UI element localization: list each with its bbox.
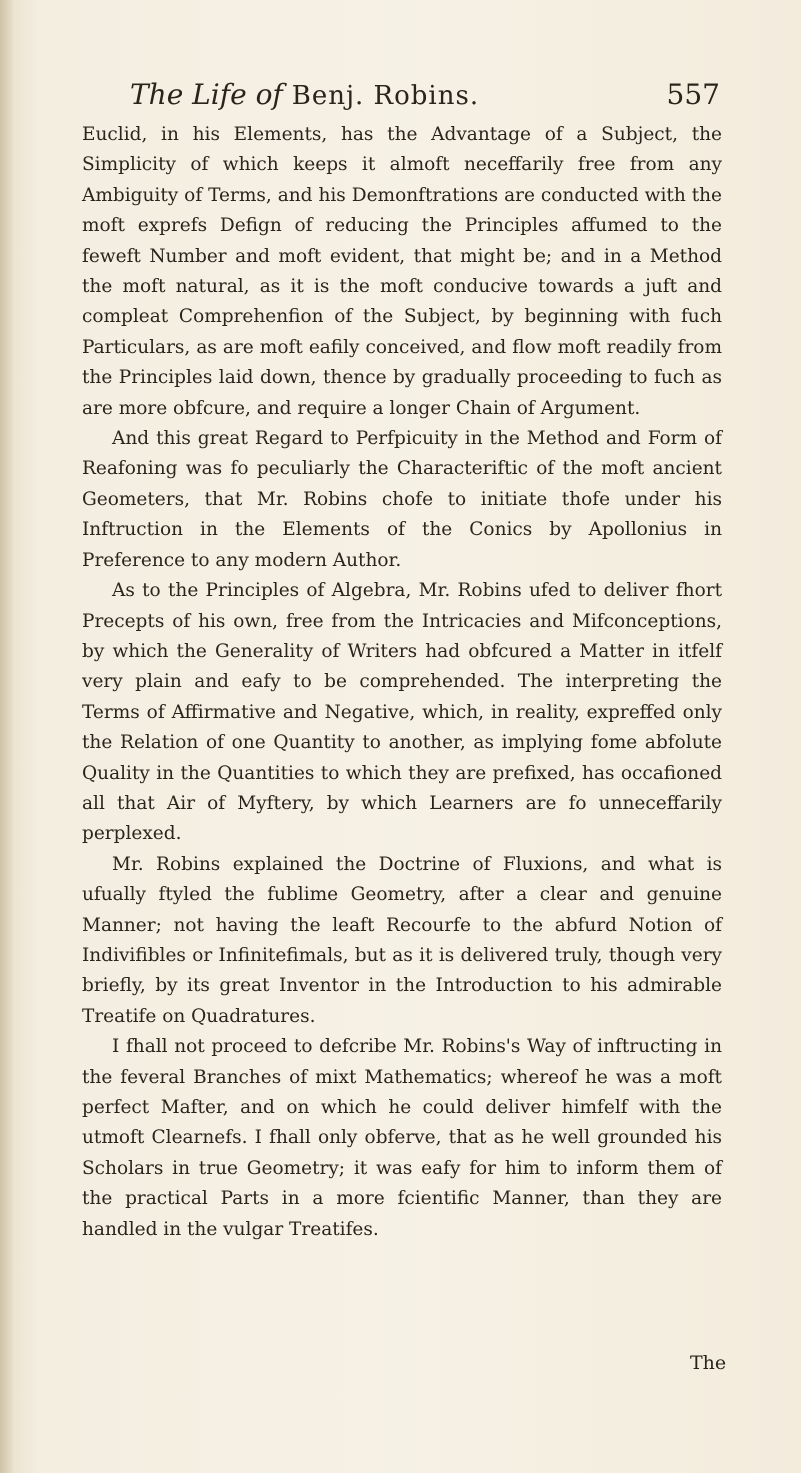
body-text	[82, 120, 722, 1245]
header-title-name: Benj. Robins.	[291, 81, 480, 111]
paragraph-4: Mr. Robins explained the Doctrine of Fluxions, and what is ufually ftyled the fublime Geometry, after a clear and genuine Manner; not having the leaft Recourfe to the abfurd Notion of Indivifibles or Infinitefimals, but as it is delivered truly, though very briefly, by its great Inventor in the Introduction to his admirable Treatife on Quadratures.	[82, 853, 722, 1027]
header-title-of: of	[255, 78, 283, 111]
header-title-life: The Life	[130, 78, 247, 111]
paragraph-1: Euclid, in his Elements, has the Advantage of a Subject, the Simplicity of which keeps it almoft neceffarily free from any Ambiguity of Terms, and his Demonftrations are conducted with the moft exprefs Defign of reducing the Principles affumed to the feweft Number and moft evident, that might be; and in a Method the moft natural, as it is the moft conducive towards a juft and compleat Comprehenfion of the Subject, by beginning with fuch Particulars, as are moft eafily conceived, and flow moft readily from the Principles laid down, thence by gradually proceeding to fuch as are more obfcure, and require a longer Chain of Argument.	[82, 124, 722, 419]
page-gutter	[0, 0, 14, 1473]
paragraph-2: And this great Regard to Perfpicuity in the Method and Form of Reafoning was fo peculiarly the Characteriftic of the moft ancient Geometers, that Mr. Robins chofe to initiate thofe under his Inftruction in the Elements of the Conics by Apollonius in Preference to any modern Author.	[82, 428, 722, 571]
catchword: The	[690, 1352, 727, 1374]
paragraph-5: I fhall not proceed to defcribe Mr. Robins's Way of inftructing in the feveral Branches of mixt Mathematics; whereof he was a moft perfect Mafter, and on which he could deliver himfelf with the utmoft Clearnefs. I fhall only obferve, that as he well grounded his Scholars in true Geometry; it was eafy for him to inform them of the practical Parts in a more fcientific Manner, than they are handled in the vulgar Treatifes.	[82, 1036, 722, 1240]
running-header	[130, 70, 720, 120]
page-number: 557	[666, 78, 720, 111]
paragraph-3: As to the Principles of Algebra, Mr. Robins ufed to deliver fhort Precepts of his own, free from the Intricacies and Mifconceptions, by which the Generality of Writers had obfcured a Matter in itfelf very plain and eafy to be comprehended. The interpreting the Terms of Affirmative and Negative, which, in reality, expreffed only the Relation of one Quantity to another, as implying fome abfolute Quality in the Quantities to which they are prefixed, has occafioned all that Air of Myftery, by which Learners are fo unneceffarily perplexed.	[82, 580, 722, 845]
